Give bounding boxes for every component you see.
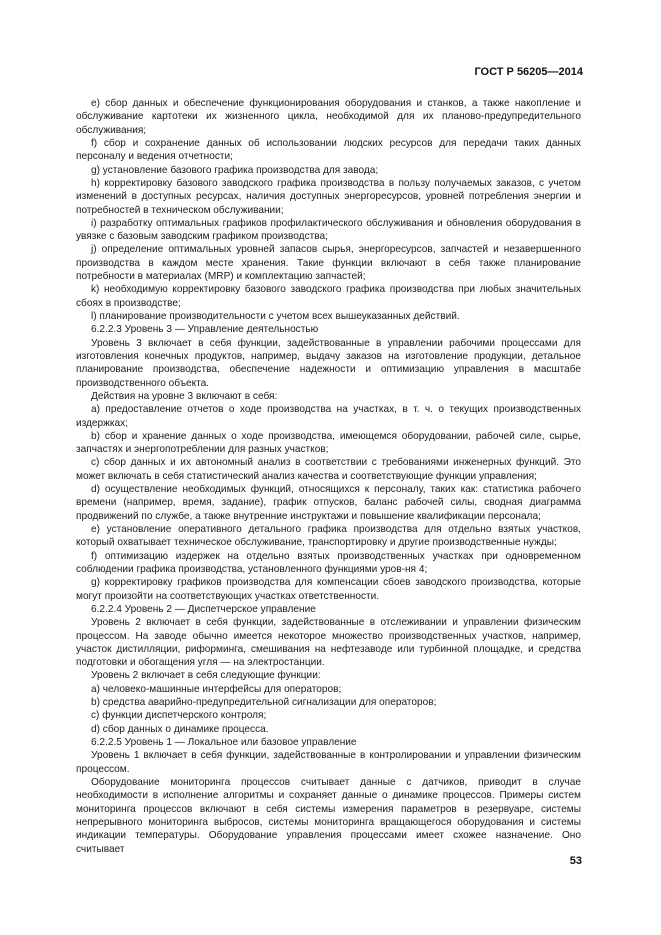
paragraph: c) функции диспетчерского контроля; <box>91 710 267 722</box>
paragraph: d) сбор данных о динамике процесса. <box>91 723 269 735</box>
paragraph: g) установление базового графика производства для завода; <box>91 164 379 176</box>
paragraph: Уровень 3 включает в себя функции, задействованные в управлении рабочими процессами для изготовления конечных продуктов, например, выдачу заказов на изготовление продукции, детальное планирование производства, обеспечение надежности и оптимизацию управления в масштабе производственного объекта. <box>76 337 581 389</box>
paragraph: f) сбор и сохранение данных об использовании людских ресурсов для передачи таких данных персоналу и ведения отчетности; <box>76 137 581 163</box>
document-standard-number: ГОСТ Р 56205—2014 <box>474 66 583 78</box>
paragraph: Действия на уровне 3 включают в себя: <box>91 390 278 402</box>
paragraph: i) разработку оптимальных графиков профилактического обслуживания и обновления оборудования в увязке с базовым заводским графиком производства; <box>76 217 581 243</box>
paragraph: Уровень 2 включает в себя следующие функции: <box>91 670 321 682</box>
paragraph: Уровень 2 включает в себя функции, задействованные в отслеживании и управлении физическим процессом. На заводе обычно имеется некоторое множество производственных участков, например, участок дистилляции, риформинга, смешивания на нефтезаводе или турбинной площадке, и средства подготовки и обогащения угля — на электростанции. <box>76 617 581 669</box>
section-heading: 6.2.2.3 Уровень 3 — Управление деятельностью <box>91 324 319 336</box>
paragraph: a) человеко-машинные интерфейсы для операторов; <box>91 683 342 695</box>
paragraph: g) корректировку графиков производства для компенсации сбоев заводского производства, которые могут произойти на соответствующих участках ответственности. <box>76 577 581 602</box>
paragraph: Оборудование мониторинга процессов считывает данные с датчиков, приводит в случае необходимости в исполнение алгоритмы и сохраняет данные о динамике процессов. Примеры систем мониторинга процессов включают в себя системы измерения параметров в резервуаре, системы непрерывного мониторинга выбросов, системы мониторинга вращающегося оборудования и системы индикации температуры. Оборудование управления процессами имеет схожее назначение. Оно считывает <box>76 776 581 855</box>
paragraph: e) сбор данных и обеспечение функционирования оборудования и станков, а также накопление и обслуживание картотеки их жизненного цикла, необходимой для их планово-предупредительного обслуживания; <box>76 98 581 136</box>
paragraph: a) предоставление отчетов о ходе производства на участках, в т. ч. о текущих производственных издержках; <box>76 404 581 429</box>
section-heading: 6.2.2.4 Уровень 2 — Диспетчерское управление <box>91 603 316 615</box>
paragraph: d) осуществление необходимых функций, относящихся к персоналу, таких как: статистика рабочего времени (например, время, задание), график отпусков, баланс рабочей силы, сводная диаграмма продвижений по службе, а также внутренние инструктажи и повышение квалификации персонала; <box>76 484 581 522</box>
body-text <box>76 97 581 856</box>
section-heading: 6.2.2.5 Уровень 1 — Локальное или базовое управление <box>91 737 357 748</box>
paragraph: b) средства аварийно-предупредительной сигнализации для операторов; <box>91 697 437 709</box>
paragraph: l) планирование производительности с учетом всех вышеуказанных действий. <box>91 311 460 322</box>
paragraph: j) определение оптимальных уровней запасов сырья, энергоресурсов, запчастей и незавершенного производства в каждом месте хранения. Такие функции включают в себя также планирование потребности в материалах (MRP) и комплектацию запчастей; <box>76 244 581 283</box>
page-number: 53 <box>569 855 582 867</box>
paragraph: e) установление оперативного детального графика производства для отдельно взятых участков, который охватывает техническое обслуживание, транспортировку и другие производственные нужды; <box>76 524 581 549</box>
paragraph: h) корректировку базового заводского графика производства в пользу получаемых заказов, с учетом изменений в доступных ресурсах, наличия доступных энергоресурсов, уровней потребления энергии и потребностей в техническом обслуживании; <box>76 177 581 216</box>
paragraph: k) необходимую корректировку базового заводского графика производства при любых значительных сбоях в производстве; <box>76 284 581 309</box>
paragraph: f) оптимизацию издержек на отдельно взятых производственных участках при одновременном соблюдении графика производства, установленного функциями уров-ня 4; <box>76 550 581 575</box>
paragraph: b) сбор и хранение данных о ходе производства, имеющемся оборудовании, рабочей силе, сырье, запчастях и энергопотреблении для разных участков; <box>76 430 581 456</box>
paragraph: c) сбор данных и их автономный анализ в соответствии с требованиями инженерных функций. Это может включать в себя статистический анализ качества и соответствующие функции управления; <box>76 457 581 482</box>
paragraph: Уровень 1 включает в себя функции, задействованные в контролировании и управлении физическим процессом. <box>76 750 581 775</box>
